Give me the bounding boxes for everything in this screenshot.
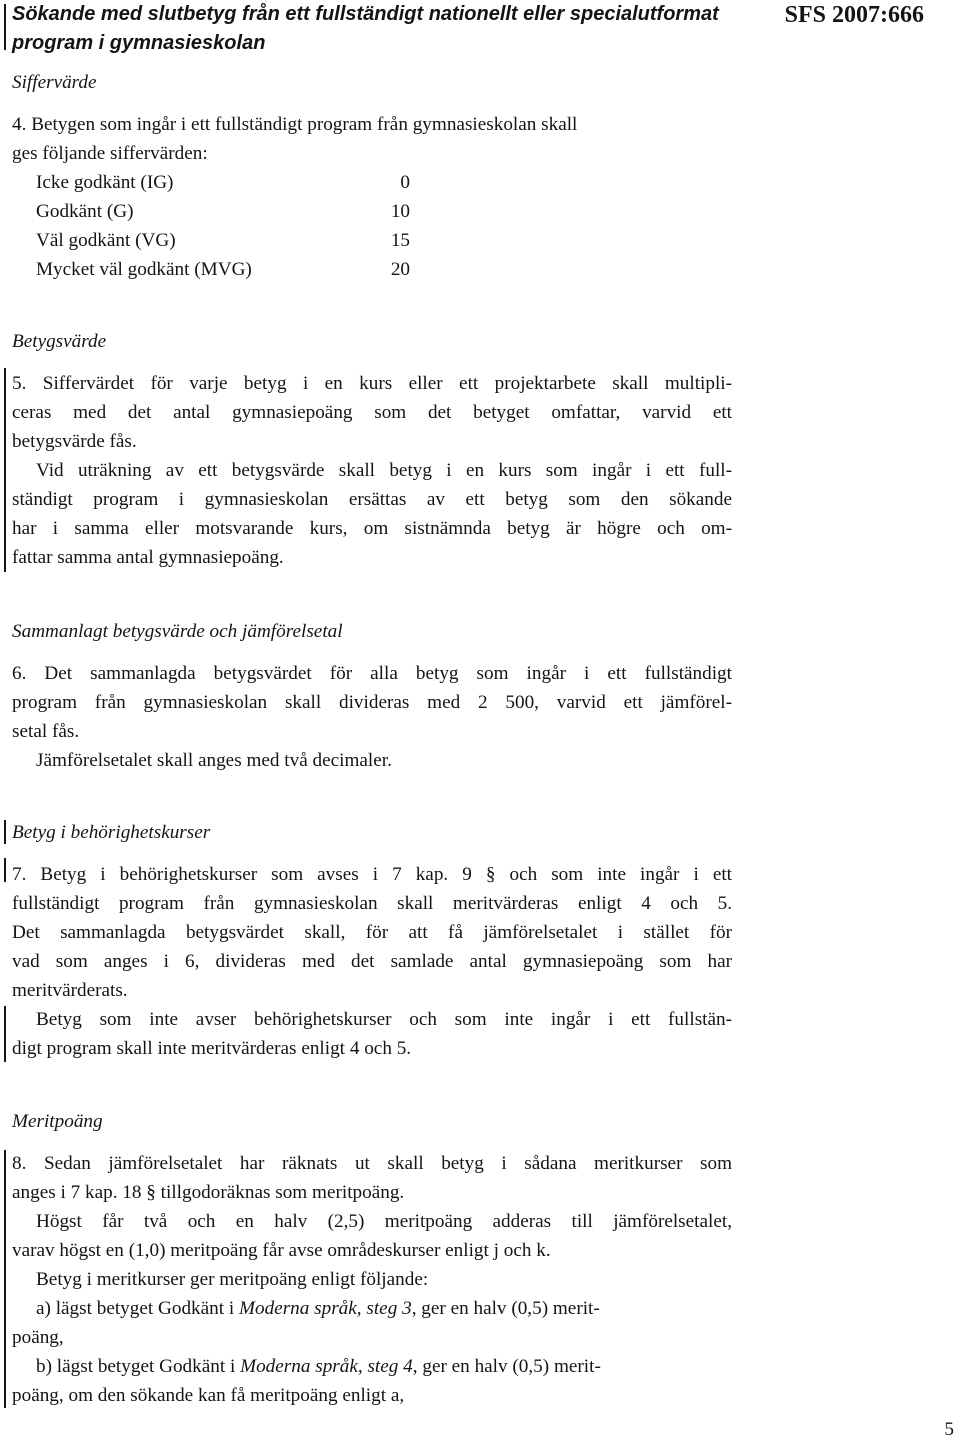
list-item-b-cont: poäng, om den sökande kan få meritpoäng enligt a,	[12, 1385, 405, 1406]
grade-value: 10	[390, 201, 410, 222]
change-bar	[4, 820, 6, 844]
section-heading-meritpoang: Meritpoäng	[12, 1111, 103, 1132]
paragraph-7-line3: Det sammanlagda betygsvärdet skall, för att få jämförelsetalet i stället för	[12, 922, 732, 943]
paragraph-6-line1: 6. Det sammanlagda betygsvärdet för alla betyg som ingår i ett fullständigt	[12, 663, 732, 684]
grade-value: 0	[400, 172, 410, 193]
list-item-a-cont: poäng,	[12, 1327, 64, 1348]
grade-label: Mycket väl godkänt (MVG)	[36, 259, 252, 280]
paragraph-7b-line1: Betyg som inte avser behörighetskurser och som inte ingår i ett fullstän-	[36, 1009, 732, 1030]
paragraph-5-line2: ceras med det antal gymnasiepoäng som det betyget omfattar, varvid ett	[12, 402, 732, 423]
course-name: Moderna språk, steg 3	[239, 1298, 412, 1319]
paragraph-5b-line3: har i samma eller motsvarande kurs, om sistnämnda betyg är högre och om-	[12, 518, 732, 539]
section-heading-siffervarde: Siffervärde	[12, 72, 97, 93]
paragraph-6-line3: setal fås.	[12, 721, 80, 742]
paragraph-5b-line2: ständigt program i gymnasieskolan ersättas av ett betyg som den sökande	[12, 489, 732, 510]
change-bar	[4, 1150, 6, 1408]
paragraph-8-line1: 8. Sedan jämförelsetalet har räknats ut skall betyg i sådana meritkurser som	[12, 1153, 732, 1174]
running-header	[12, 0, 719, 58]
grade-value: 20	[390, 259, 410, 280]
change-bar	[4, 1006, 6, 1062]
section-heading-betygsvarde: Betygsvärde	[12, 331, 107, 352]
grade-label: Väl godkänt (VG)	[36, 230, 176, 251]
list-item-a: a) lägst betyget Godkänt i Moderna språk, steg 3, ger en halv (0,5) merit-	[36, 1298, 600, 1319]
header-title-line1: Sökande med slutbetyg från ett fullständigt nationellt eller specialutformat	[12, 3, 719, 25]
paragraph-5b-line4: fattar samma antal gymnasiepoäng.	[12, 547, 284, 568]
section-heading-behorighet: Betyg i behörighetskurser	[12, 822, 211, 843]
paragraph-7-line4: vad som anges i 6, divideras med det samlade antal gymnasiepoäng som har	[12, 951, 732, 972]
paragraph-4-line2: ges följande siffervärden:	[12, 143, 208, 164]
paragraph-8b-line1: Högst får två och en halv (2,5) meritpoäng adderas till jämförelsetalet,	[36, 1211, 732, 1232]
paragraph-7-line1: 7. Betyg i behörighetskurser som avses i 7 kap. 9 § och som inte ingår i ett	[12, 864, 732, 885]
paragraph-6-line4: Jämförelsetalet skall anges med två decimaler.	[36, 750, 392, 771]
grade-value: 15	[390, 230, 410, 251]
page-number: 5	[944, 1419, 954, 1440]
paragraph-6-line2: program från gymnasieskolan skall divideras med 2 500, varvid ett jämförel-	[12, 692, 732, 713]
change-bar	[4, 4, 6, 50]
paragraph-8-line2: anges i 7 kap. 18 § tillgodoräknas som meritpoäng.	[12, 1182, 405, 1203]
list-item-b: b) lägst betyget Godkänt i Moderna språk, steg 4, ger en halv (0,5) merit-	[36, 1356, 601, 1377]
course-name: Moderna språk, steg 4	[240, 1356, 413, 1377]
paragraph-7-line5: meritvärderats.	[12, 980, 128, 1001]
grade-label: Godkänt (G)	[36, 201, 134, 222]
paragraph-4-line1: 4. Betygen som ingår i ett fullständigt program från gymnasieskolan skall	[12, 114, 578, 135]
section-heading-sammanlagt: Sammanlagt betygsvärde och jämförelsetal	[12, 621, 343, 642]
change-bar	[4, 858, 6, 882]
paragraph-8c-line1: Betyg i meritkurser ger meritpoäng enligt följande:	[36, 1269, 429, 1290]
change-bar	[4, 368, 6, 572]
paragraph-5-line3: betygsvärde fås.	[12, 431, 137, 452]
paragraph-8b-line2: varav högst en (1,0) meritpoäng får avse områdeskurser enligt j och k.	[12, 1240, 551, 1261]
sfs-number: SFS 2007:666	[784, 2, 924, 28]
paragraph-5b-line1: Vid uträkning av ett betygsvärde skall betyg i en kurs som ingår i ett full-	[36, 460, 732, 481]
paragraph-5-line1: 5. Siffervärdet för varje betyg i en kurs eller ett projektarbete skall multipli-	[12, 373, 732, 394]
grade-label: Icke godkänt (IG)	[36, 172, 174, 193]
paragraph-7b-line2: digt program skall inte meritvärderas enligt 4 och 5.	[12, 1038, 412, 1059]
header-title-line2: program i gymnasieskolan	[12, 32, 266, 54]
paragraph-7-line2: fullständigt program från gymnasieskolan skall meritvärderas enligt 4 och 5.	[12, 893, 732, 914]
